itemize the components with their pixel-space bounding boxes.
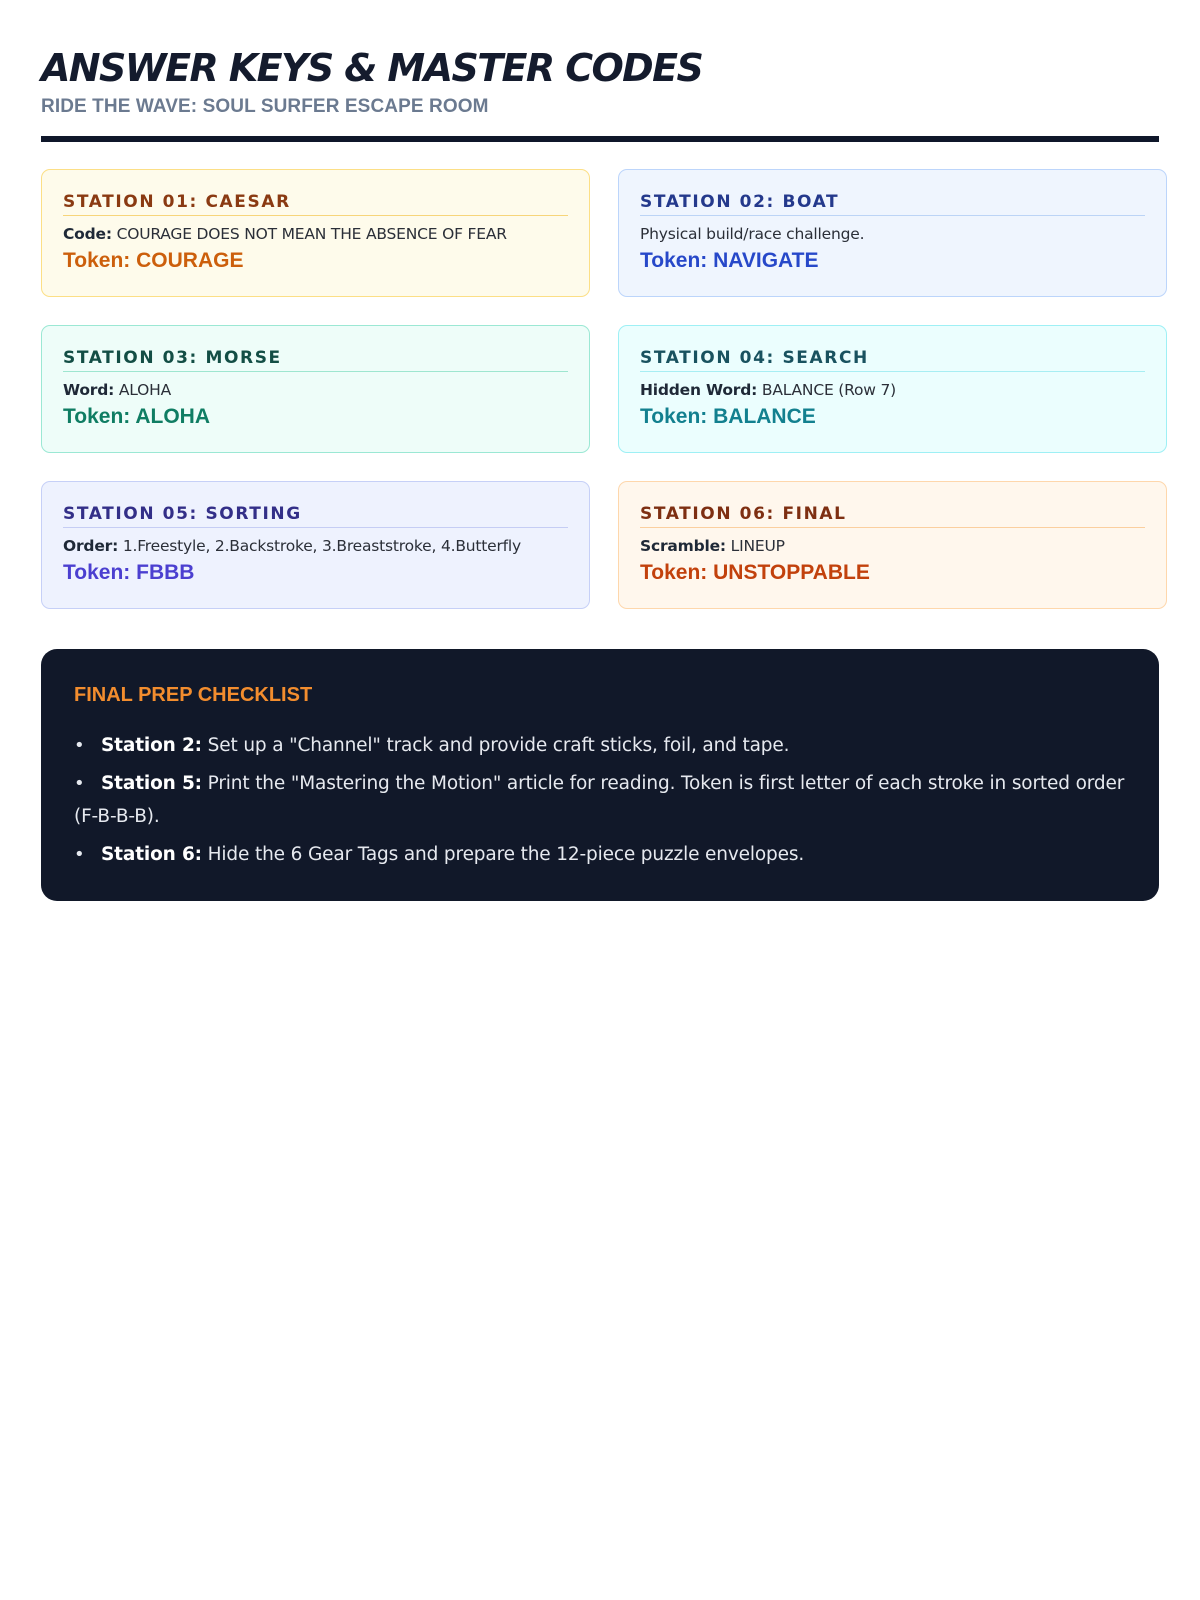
- checklist-list: [74, 729, 1126, 871]
- station-title: STATION 02: BOAT: [640, 192, 1145, 216]
- checklist-item-label: Station 6:: [101, 844, 202, 865]
- station-title: STATION 04: SEARCH: [640, 348, 1145, 372]
- station-card-sorting: [41, 481, 590, 609]
- page-header: [41, 44, 1159, 142]
- station-detail: [640, 379, 1145, 401]
- station-detail-label: Order:: [63, 537, 119, 555]
- station-detail: [640, 223, 1145, 245]
- station-detail: [63, 223, 568, 245]
- station-title: STATION 01: CAESAR: [63, 192, 568, 216]
- checklist-item-text: Print the "Mastering the Motion" article for reading. Token is first letter of each stroke in sorted order (F-B-B-B).: [74, 773, 1125, 827]
- station-detail: [63, 379, 568, 401]
- station-detail-value: ALOHA: [118, 381, 172, 399]
- station-title: STATION 03: MORSE: [63, 348, 568, 372]
- station-token: Token: ALOHA: [63, 405, 210, 428]
- checklist-title: FINAL PREP CHECKLIST: [74, 684, 313, 706]
- final-prep-checklist: [41, 649, 1159, 901]
- page-subtitle: RIDE THE WAVE: SOUL SURFER ESCAPE ROOM: [41, 96, 489, 117]
- station-detail-label: Code:: [63, 225, 112, 243]
- station-token: Token: COURAGE: [63, 249, 244, 272]
- station-detail-value: LINEUP: [730, 537, 785, 555]
- station-detail-label: Scramble:: [640, 537, 726, 555]
- station-token: Token: BALANCE: [640, 405, 816, 428]
- station-detail-value: COURAGE DOES NOT MEAN THE ABSENCE OF FEAR: [116, 225, 507, 243]
- station-card-search: [618, 325, 1167, 453]
- station-token: Token: FBBB: [63, 561, 195, 584]
- station-detail: [640, 535, 1145, 557]
- page-title: ANSWER KEYS & MASTER CODES: [41, 46, 703, 90]
- station-detail-label: Hidden Word:: [640, 381, 758, 399]
- checklist-item: [74, 729, 1126, 762]
- station-card-boat: [618, 169, 1167, 297]
- station-title: STATION 05: SORTING: [63, 504, 568, 528]
- header-divider: [41, 136, 1159, 142]
- station-detail: [63, 535, 568, 557]
- station-token: Token: UNSTOPPABLE: [640, 561, 870, 584]
- station-card-caesar: [41, 169, 590, 297]
- checklist-item-text: Set up a "Channel" track and provide craft sticks, foil, and tape.: [207, 735, 790, 756]
- station-detail-value: Physical build/race challenge.: [640, 225, 865, 243]
- station-detail-value: BALANCE (Row 7): [761, 381, 896, 399]
- station-title: STATION 06: FINAL: [640, 504, 1145, 528]
- station-card-final: [618, 481, 1167, 609]
- station-detail-value: 1.Freestyle, 2.Backstroke, 3.Breaststroke, 4.Butterfly: [122, 537, 521, 555]
- checklist-item: [74, 838, 1126, 871]
- checklist-item-label: Station 2:: [101, 735, 202, 756]
- station-card-morse: [41, 325, 590, 453]
- checklist-item-text: Hide the 6 Gear Tags and prepare the 12-piece puzzle envelopes.: [207, 844, 805, 865]
- station-detail-label: Word:: [63, 381, 115, 399]
- checklist-item-label: Station 5:: [101, 773, 202, 794]
- checklist-item: [74, 767, 1126, 833]
- station-token: Token: NAVIGATE: [640, 249, 819, 272]
- station-grid: [41, 169, 1159, 609]
